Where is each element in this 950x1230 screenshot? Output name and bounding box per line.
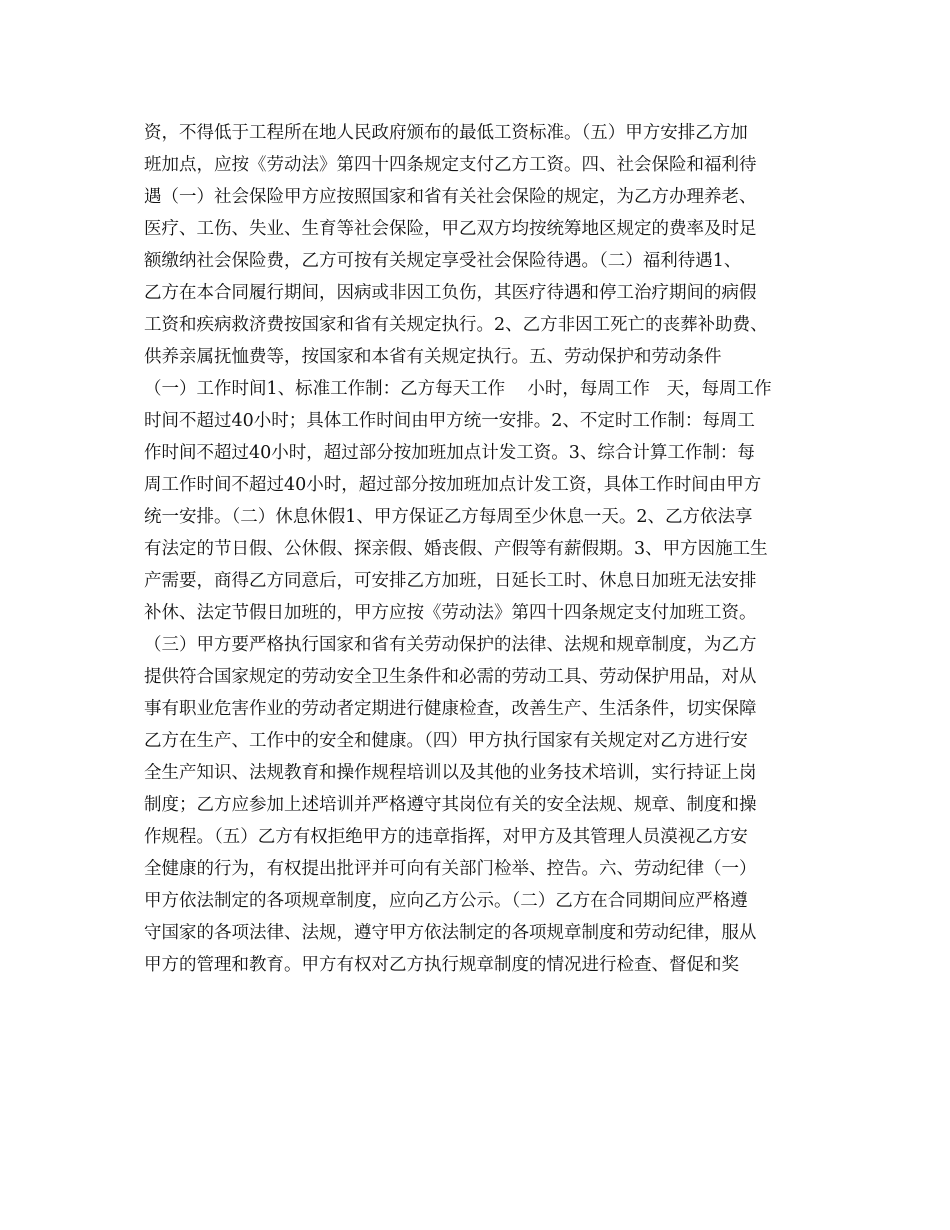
text-line: 资，不得低于工程所在地人民政府颁布的最低工资标准。（五）甲方安排乙方加 (144, 123, 748, 143)
text-line: 作时间不超过40小时，超过部分按加班加点计发工资。3、综合计算工作制：每 (144, 443, 755, 463)
text-line: 补休、法定节假日加班的，甲方应按《劳动法》第四十四条规定支付加班工资。 (144, 603, 757, 623)
text-line: 周工作时间不超过40小时，超过部分按加班加点计发工资，具体工作时间由甲方 (144, 475, 762, 495)
text-line: 班加点，应按《劳动法》第四十四条规定支付乙方工资。四、社会保险和福利待 (144, 155, 757, 175)
text-line: 额缴纳社会保险费，乙方可按有关规定享受社会保险待遇。（二）福利待遇1、 (144, 251, 742, 271)
text-line: 统一安排。（二）休息休假1、甲方保证乙方每周至少休息一天。2、乙方依法享 (144, 507, 753, 527)
text-line: 有法定的节日假、公休假、探亲假、婚丧假、产假等有薪假期。3、甲方因施工生 (144, 539, 768, 559)
text-line: 全生产知识、法规教育和操作规程培训以及其他的业务技术培训，实行持证上岗 (144, 763, 757, 783)
text-line: 供养亲属抚恤费等，按国家和本省有关规定执行。五、劳动保护和劳动条件 (144, 347, 722, 367)
text-line: 产需要，商得乙方同意后，可安排乙方加班，日延长工时、休息日加班无法安排 (144, 571, 757, 591)
text-line: 乙方在生产、工作中的安全和健康。（四）甲方执行国家有关规定对乙方进行安 (144, 731, 748, 751)
text-line: 乙方在本合同履行期间，因病或非因工负伤，其医疗待遇和停工治疗期间的病假 (144, 283, 757, 303)
text-line: 提供符合国家规定的劳动安全卫生条件和必需的劳动工具、劳动保护用品，对从 (144, 667, 757, 687)
text-line: 时间不超过40小时；具体工作时间由甲方统一安排。2、不定时工作制：每周工 (144, 411, 755, 431)
text-line: 工资和疾病救济费按国家和省有关规定执行。2、乙方非因工死亡的丧葬补助费、 (144, 315, 768, 335)
text-line: 遇（一）社会保险甲方应按照国家和省有关社会保险的规定，为乙方办理养老、 (144, 187, 757, 207)
text-line: 甲方的管理和教育。甲方有权对乙方执行规章制度的情况进行检查、督促和奖 (144, 955, 739, 975)
text-line: 事有职业危害作业的劳动者定期进行健康检查，改善生产、生活条件，切实保障 (144, 699, 757, 719)
text-line: （三）甲方要严格执行国家和省有关劳动保护的法律、法规和规章制度，为乙方 (144, 635, 757, 655)
text-line: 医疗、工伤、失业、生育等社会保险，甲乙双方均按统筹地区规定的费率及时足 (144, 219, 757, 239)
text-line: （一）工作时间1、标准工作制：乙方每天工作 小时，每周工作 天，每周工作 (144, 379, 772, 399)
text-line: 甲方依法制定的各项规章制度，应向乙方公示。（二）乙方在合同期间应严格遵 (144, 891, 748, 911)
document-body (144, 117, 810, 981)
text-line: 制度；乙方应参加上述培训并严格遵守其岗位有关的安全法规、规章、制度和操 (144, 795, 757, 815)
text-line: 全健康的行为，有权提出批评并可向有关部门检举、控告。六、劳动纪律（一） (144, 859, 757, 879)
text-line: 守国家的各项法律、法规，遵守甲方依法制定的各项规章制度和劳动纪律，服从 (144, 923, 757, 943)
text-line: 作规程。（五）乙方有权拒绝甲方的违章指挥，对甲方及其管理人员漠视乙方安 (144, 827, 748, 847)
